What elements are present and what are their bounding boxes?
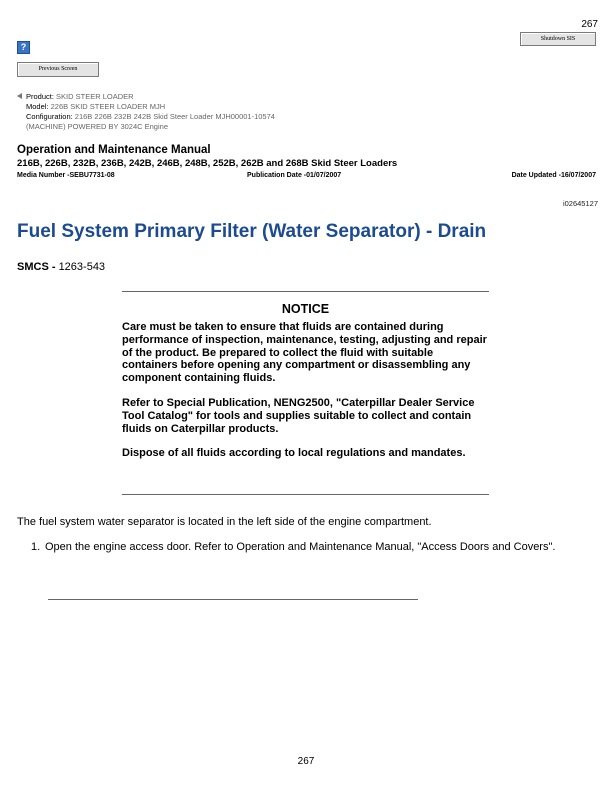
notice-bottom-rule [122, 494, 489, 495]
model-label: Model: [26, 102, 49, 111]
smcs-label: SMCS - [17, 261, 56, 273]
product-line [17, 92, 275, 102]
section-divider [48, 599, 418, 600]
models-line: 216B, 226B, 232B, 236B, 242B, 246B, 248B, 252B, 262B and 268B Skid Steer Loaders [17, 158, 398, 169]
help-icon[interactable]: ? [17, 41, 30, 54]
document-id: i02645127 [562, 199, 598, 208]
page-number-top: 267 [581, 19, 598, 30]
product-label: Product: [26, 92, 54, 101]
date-updated: Date Updated -16/07/2007 [511, 172, 596, 179]
configuration-value: 216B 226B 232B 242B Skid Steer Loader MJH00001-10574 [74, 112, 275, 121]
smcs-value: 1263-543 [58, 261, 106, 273]
configuration-value-2: (MACHINE) POWERED BY 3024C Engine [26, 122, 168, 131]
model-line [17, 102, 275, 112]
media-number: Media Number -SEBU7731-08 [17, 172, 115, 179]
smcs-code [17, 261, 105, 273]
notice-paragraph: Care must be taken to ensure that fluids are contained during performance of inspection, maintenance, testing, adjusting and repair of the product. Be prepared to collect the fluid with suitable containers before opening any compartment or disassembling any component containing fluids. [122, 321, 487, 385]
step-text: Open the engine access door. Refer to Operation and Maintenance Manual, "Access Doors and Covers". [45, 541, 556, 553]
notice-paragraph: Refer to Special Publication, NENG2500, "Caterpillar Dealer Service Tool Catalog" for tools and supplies suitable to collect and contain fluids on Caterpillar products. [122, 396, 475, 435]
page-title: Fuel System Primary Filter (Water Separator) - Drain [17, 221, 487, 242]
step-number: 1. [31, 541, 41, 553]
notice-heading: NOTICE [281, 302, 330, 316]
intro-paragraph: The fuel system water separator is located in the left side of the engine compartment. [17, 516, 432, 528]
notice-paragraph: Dispose of all fluids according to local regulations and mandates. [122, 447, 466, 460]
back-arrow-icon[interactable] [17, 93, 22, 99]
notice-top-rule [122, 291, 489, 292]
manual-title: Operation and Maintenance Manual [17, 144, 211, 156]
product-value: SKID STEER LOADER [56, 92, 134, 101]
publication-date: Publication Date -01/07/2007 [247, 172, 342, 179]
page-number-bottom: 267 [297, 756, 315, 767]
breadcrumb [17, 92, 275, 132]
previous-screen-button[interactable]: Previous Screen [17, 62, 99, 77]
model-value: 226B SKID STEER LOADER MJH [50, 102, 166, 111]
notice-body [122, 321, 489, 472]
configuration-line-2 [17, 122, 275, 132]
configuration-label: Configuration: [26, 112, 73, 121]
configuration-line [17, 112, 275, 122]
step-item [31, 541, 571, 554]
shutdown-sis-button[interactable]: Shutdown SIS [520, 32, 596, 46]
